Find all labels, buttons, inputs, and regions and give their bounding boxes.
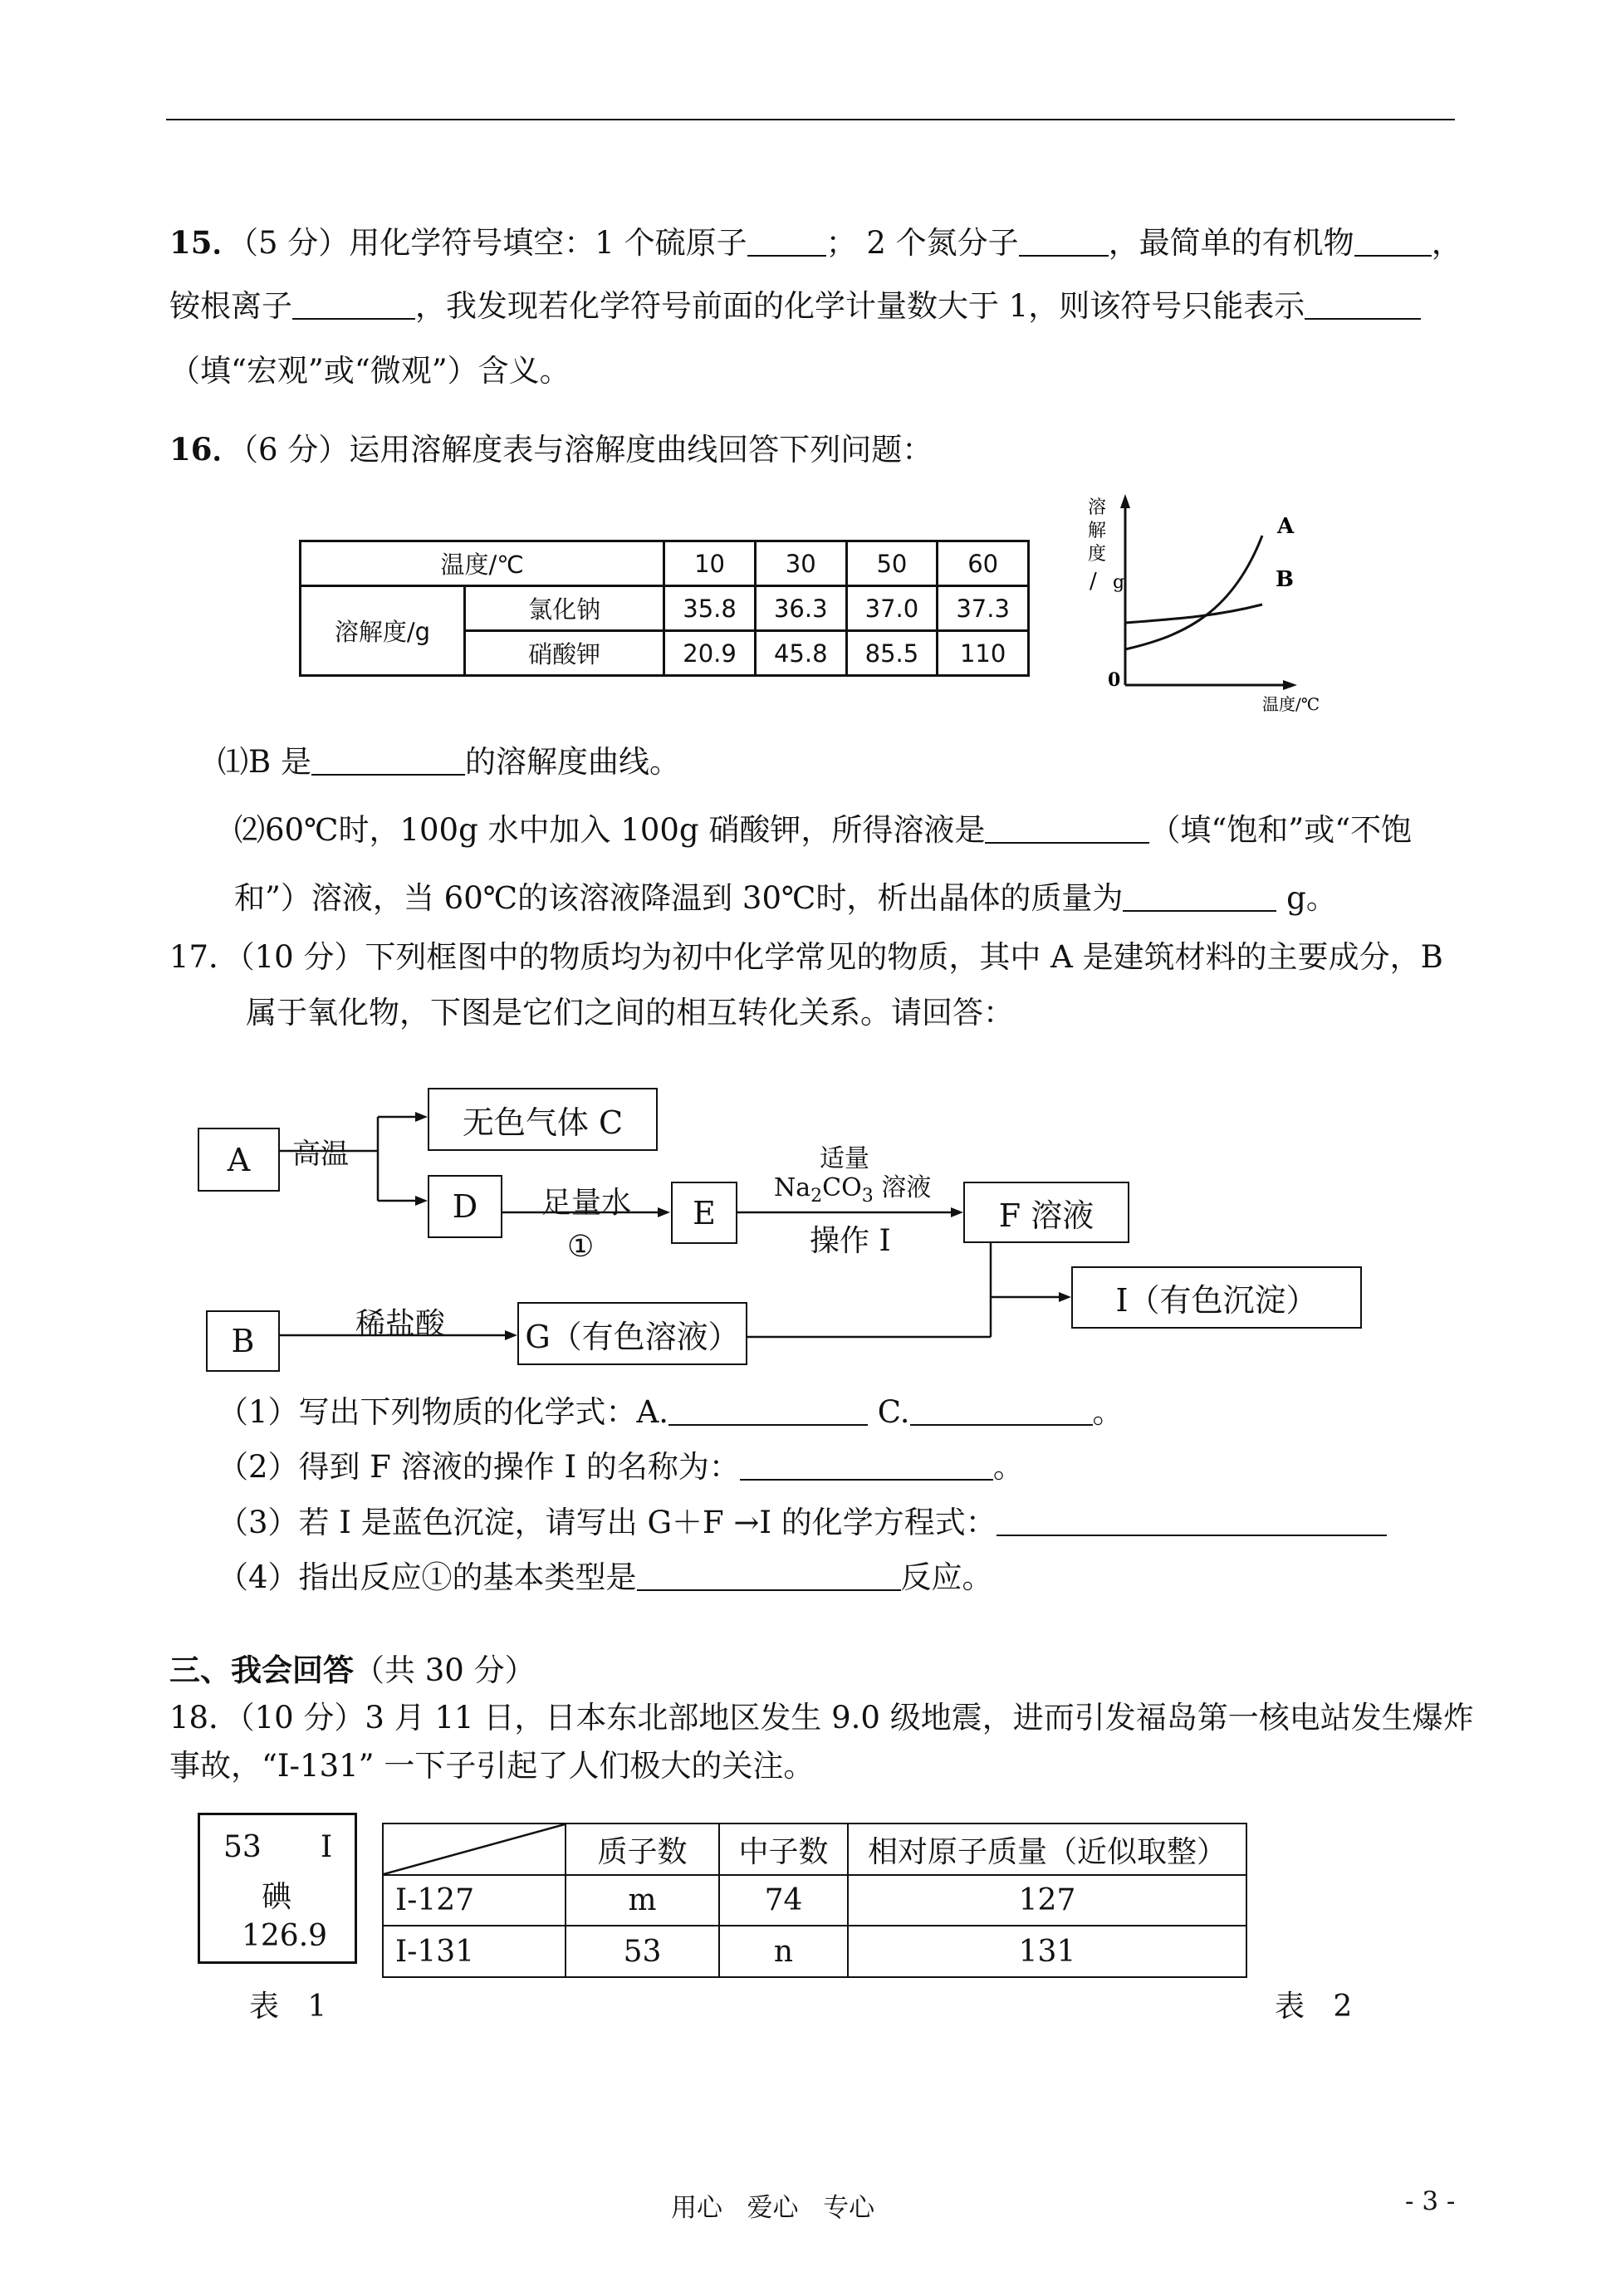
q15-line2: 铵根离子 ，我发现若化学符号前面的化学计量数大于 1，则该符号只能表示 [169,291,1421,321]
box-e: E [671,1182,737,1244]
value-cell: 127 [848,1875,1246,1926]
arrow-head [658,1207,670,1217]
value-cell: 110 [938,631,1029,676]
temp-cell: 10 [664,541,756,586]
element-name: 碘 [262,1880,292,1914]
y-label-char: / [1090,569,1097,594]
box-i: I（有色沉淀） [1071,1266,1362,1329]
table-caption-1: 表 1 [249,1990,327,2024]
temp-cell: 60 [938,541,1029,586]
arrow-head [415,1196,428,1206]
temp-cell: 50 [846,541,938,586]
q15-line3: （填“宏观”或“微观”）含义。 [169,353,570,389]
element-symbol: I [321,1830,333,1864]
value-cell: 85.5 [846,631,938,676]
box-f: F 溶液 [963,1182,1129,1243]
label-gaowen: 高温 [292,1138,349,1171]
value-cell: 37.3 [938,586,1029,631]
box-c: 无色气体 C [428,1088,658,1151]
q17-line2: 属于氧化物，下图是它们之间的相互转化关系。请回答： [246,995,1014,1031]
atomic-number: 53 [223,1830,262,1864]
table-caption-2: 表 2 [1275,1990,1353,2024]
q17-line1: 17．（10 分）下列框图中的物质均为初中化学常见的物质，其中 A 是建筑材料的主要成分，B [169,939,1443,975]
q18-line1: 18．（10 分）3 月 11 日，日本东北部地区发生 9.0 级地震，进而引发福岛第一核电站发生爆炸 [169,1700,1474,1735]
label-step1: ① [567,1230,595,1264]
q17-sub2: （2）得到 F 溶液的操作 I 的名称为： 。 [218,1449,1024,1485]
value-cell: 36.3 [755,586,846,631]
label-na2co3: $Na_2CO_3$ 溶液 [774,1173,932,1207]
label-shiliang: 适量 [820,1144,869,1173]
page-number: - 3 - [1405,2186,1456,2216]
q16-sub2b: 和”）溶液，当 60℃的该溶液降温到 30℃时，析出晶体的质量为 g。 [234,880,1337,916]
origin-label: 0 [1108,669,1121,691]
column-header: 中子数 [719,1824,848,1875]
arrow-head [951,1207,963,1217]
q16-sub2: ⑵60℃时，100g 水中加入 100g 硝酸钾，所得溶液是 （填“饱和”或“不饱 [234,812,1413,848]
isotope-name: I-127 [383,1875,566,1926]
answer-blank[interactable] [910,1399,1093,1426]
q17-sub3: （3）若 I 是蓝色沉淀，请写出 G＋F →I 的化学方程式： [218,1507,1387,1538]
table-header-temp: 温度/℃ [301,541,664,586]
temp-cell: 30 [755,541,846,586]
value-cell: 131 [848,1926,1246,1977]
value-cell: m [566,1875,719,1926]
column-header: 质子数 [566,1824,719,1875]
value-cell: 37.0 [846,586,938,631]
answer-blank[interactable] [997,1510,1387,1536]
curve-a-label: A [1277,514,1295,539]
answer-blank[interactable] [740,1454,993,1481]
value-cell: 74 [719,1875,848,1926]
column-header: 相对原子质量（近似取整） [848,1824,1246,1875]
y-label-char: 溶 [1088,497,1107,518]
q18-line2: 事故，“I-131” 一下子引起了人们极大的关注。 [169,1748,815,1784]
value-cell: 53 [566,1926,719,1977]
atomic-mass: 126.9 [242,1919,328,1953]
y-label-char: 度 [1088,544,1107,565]
label-operation: 操作 I [810,1224,891,1258]
x-axis-label: 温度/℃ [1262,694,1320,714]
value-cell: 35.8 [664,586,756,631]
box-b: B [206,1310,280,1372]
label-water: 足量水 [541,1186,632,1220]
curve-b-label: B [1276,567,1294,592]
answer-blank[interactable] [637,1564,901,1591]
footer-motto: 用心 爱心 专心 [671,2193,875,2223]
value-cell: 45.8 [755,631,846,676]
arrow-head [415,1112,428,1122]
label-acid: 稀盐酸 [355,1307,446,1341]
box-a: A [198,1128,280,1192]
isotope-name: I-131 [383,1926,566,1977]
row-group-label: 溶解度/g [301,586,465,676]
q16-title: 16．（6 分）运用溶解度表与溶解度曲线回答下列问题： [169,431,933,468]
section3-title: 三、我会回答（共 30 分） [169,1652,536,1688]
arrow-head [1059,1292,1071,1302]
box-g: G（有色溶液） [517,1302,747,1365]
y-label-char: 解 [1088,521,1107,541]
q15-line1: 15．（5 分）用化学符号填空：1 个硫原子 ； 2 个氮分子 ，最简单的有机物 ， [169,224,1462,261]
q17-sub1: （1）写出下列物质的化学式：A. C. 。 [218,1394,1124,1430]
substance-name: 硝酸钾 [465,631,664,676]
q17-sub4: （4）指出反应①的基本类型是 反应。 [218,1559,993,1595]
substance-name: 氯化钠 [465,586,664,631]
diagonal-header-cell [383,1824,566,1875]
element-card [198,1813,357,1964]
value-cell: n [719,1926,848,1977]
value-cell: 20.9 [664,631,756,676]
box-d: D [428,1175,502,1238]
y-label-char: g [1113,572,1125,593]
isotope-table [382,1823,1247,1978]
arrow-head [505,1330,517,1340]
answer-blank[interactable] [668,1399,868,1426]
q16-sub1: ⑴B 是 的溶解度曲线。 [218,744,680,780]
